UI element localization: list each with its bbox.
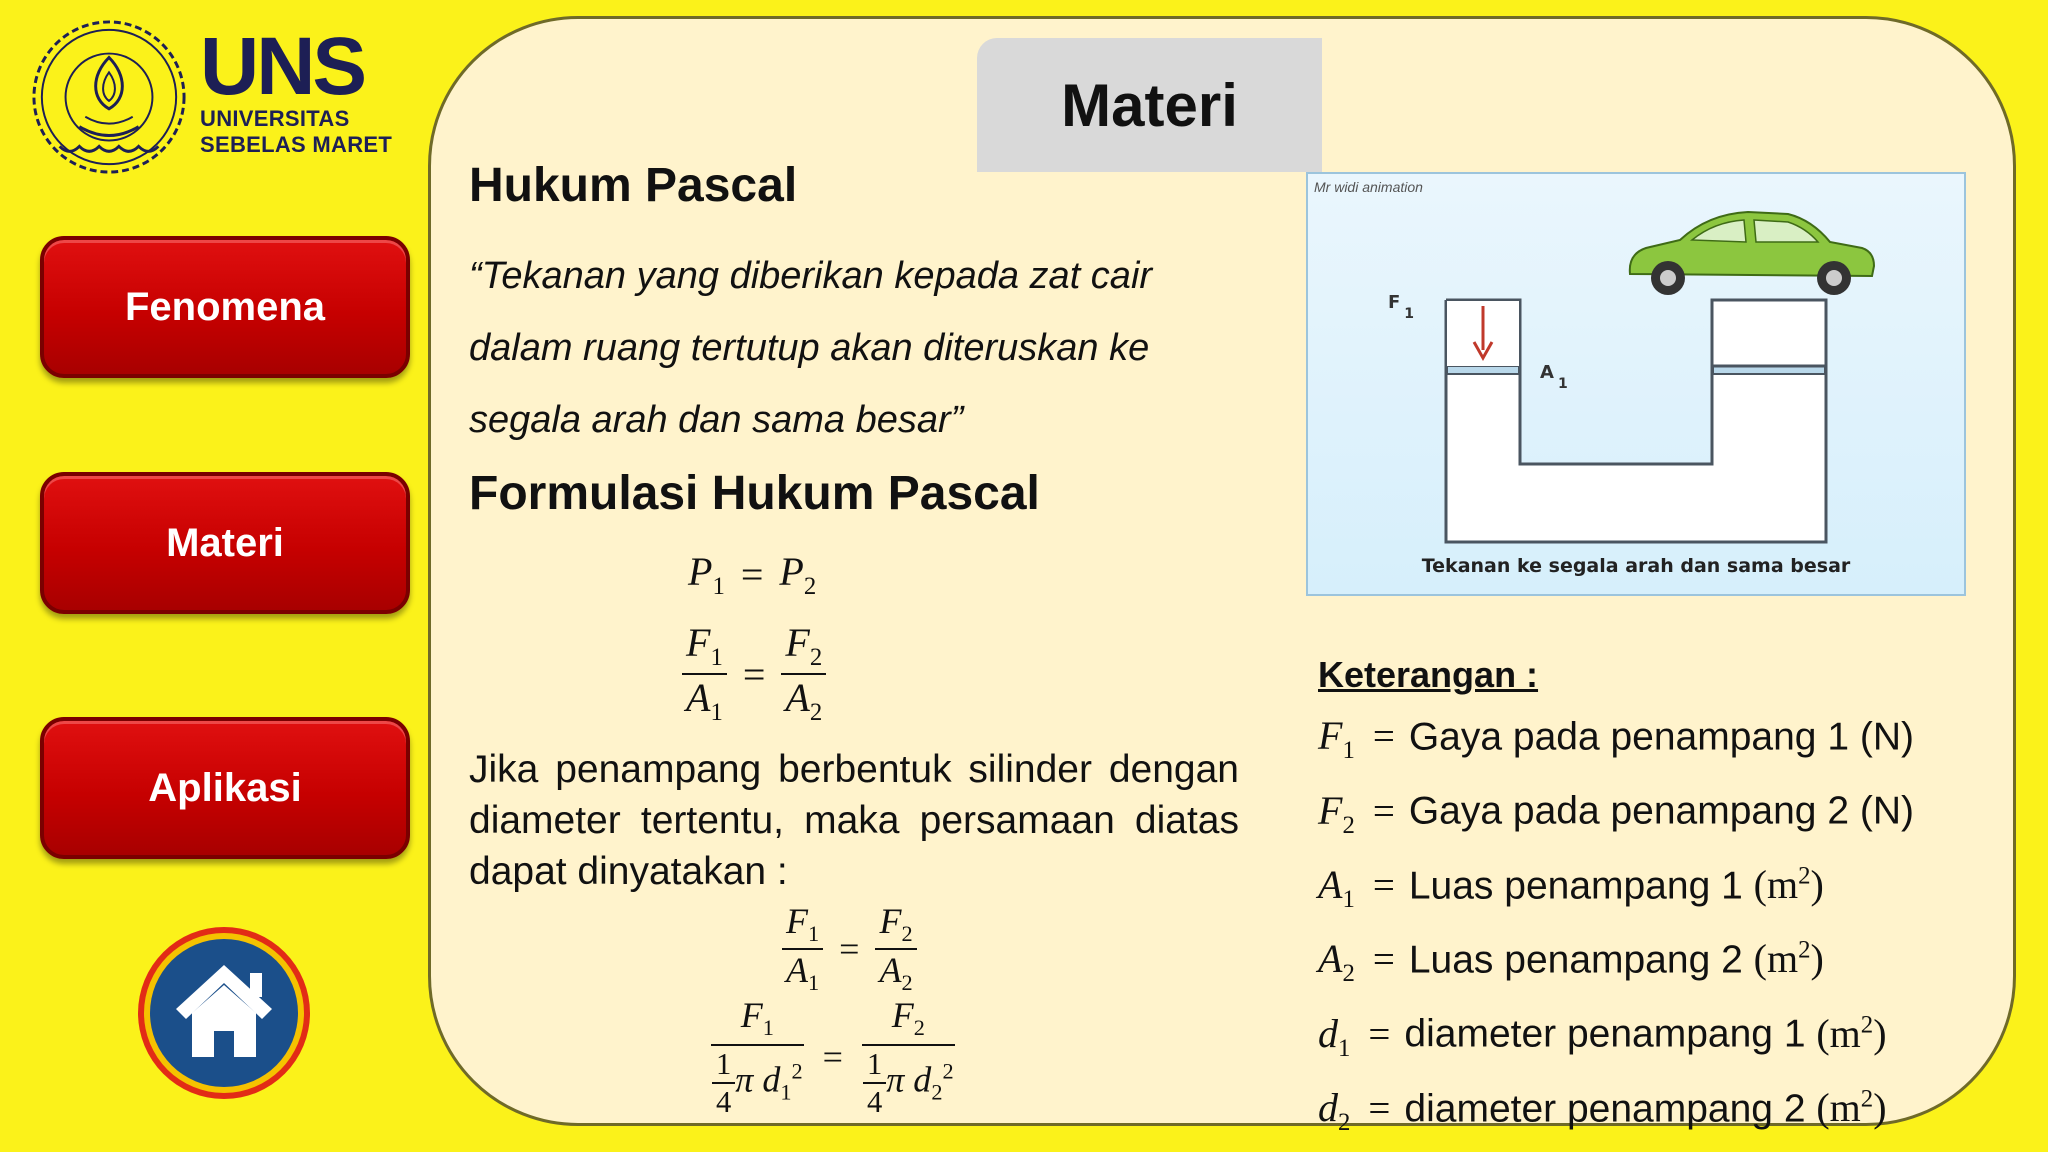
diagram-label-a-sub: 1 bbox=[1557, 376, 1568, 392]
fenomena-button[interactable] bbox=[40, 236, 410, 378]
page-title: Materi bbox=[1061, 71, 1238, 139]
uns-wordmark bbox=[200, 21, 393, 158]
pascal-law-quote: “Tekanan yang diberikan kepada zat cair dalam ruang tertutup akan diteruskan ke segala arah dan sama besar” bbox=[469, 255, 1153, 441]
car-icon bbox=[1630, 212, 1874, 295]
legend-item: $d_2$ = diameter penampang 2 $(m^2)$ bbox=[1318, 1084, 1887, 1136]
materi-button[interactable] bbox=[40, 472, 410, 614]
legend bbox=[1318, 654, 1914, 1148]
svg-text:F1 bbox=[1388, 292, 1414, 322]
equation-pressure: $P_1$ = $P_2$ bbox=[688, 549, 817, 600]
fenomena-button-label: Fenomena bbox=[124, 284, 326, 329]
equation-diameter: $F_1$ $\frac{1}{4}$ π $d_1^2$ = $F_2$ $\frac{1}{4}$ π $d_2^2$ bbox=[708, 997, 958, 1118]
legend-item: $F_1$ = Gaya pada penampang 1 (N) bbox=[1318, 713, 1914, 765]
legend-item: $d_1$ = diameter penampang 1 $(m^2)$ bbox=[1318, 1010, 1887, 1062]
legend-title: Keterangan : bbox=[1318, 654, 1539, 695]
legend-item: $A_2$ = Luas penampang 2 $(m^2)$ bbox=[1318, 936, 1824, 988]
diagram-watermark: Mr widi animation bbox=[1314, 179, 1423, 195]
diagram-label-f: F bbox=[1388, 292, 1401, 313]
heading-hukum-pascal: Hukum Pascal bbox=[469, 159, 798, 212]
logo-name: UNS bbox=[200, 21, 365, 112]
aplikasi-button[interactable] bbox=[40, 717, 410, 859]
materi-button-label: Materi bbox=[166, 520, 284, 565]
aplikasi-button-label: Aplikasi bbox=[148, 765, 302, 810]
page-title-tab bbox=[977, 38, 1322, 172]
equation-force-area-2: $\frac{F_1}{A_1}$ = $\frac{F_2}{A_2}$ bbox=[782, 903, 917, 994]
legend-item: $F_2$ = Gaya pada penampang 2 (N) bbox=[1318, 787, 1914, 839]
svg-text:A1 bbox=[1540, 362, 1568, 392]
legend-item: $A_1$ = Luas penampang 1 $(m^2)$ bbox=[1318, 861, 1824, 913]
home-button[interactable] bbox=[136, 925, 312, 1101]
logo-line2: SEBELAS MARET bbox=[200, 132, 393, 157]
cylinder-explanation: Jika penampang berbentuk silinder dengan diameter tertentu, maka persamaan diatas dapat dinyatakan : bbox=[469, 748, 1239, 893]
uns-seal-logo bbox=[30, 18, 188, 176]
hydraulic-press-diagram bbox=[1306, 172, 1966, 596]
heading-formulasi: Formulasi Hukum Pascal bbox=[469, 467, 1040, 520]
diagram-caption: Tekanan ke segala arah dan sama besar bbox=[1421, 555, 1851, 577]
diagram-label-f-sub: 1 bbox=[1404, 306, 1415, 322]
equation-force-area: $\frac{F_1}{A_1}$ = $\frac{F_2}{A_2}$ bbox=[682, 622, 826, 726]
logo-line1: UNIVERSITAS bbox=[200, 106, 350, 131]
diagram-label-a: A bbox=[1540, 362, 1554, 383]
